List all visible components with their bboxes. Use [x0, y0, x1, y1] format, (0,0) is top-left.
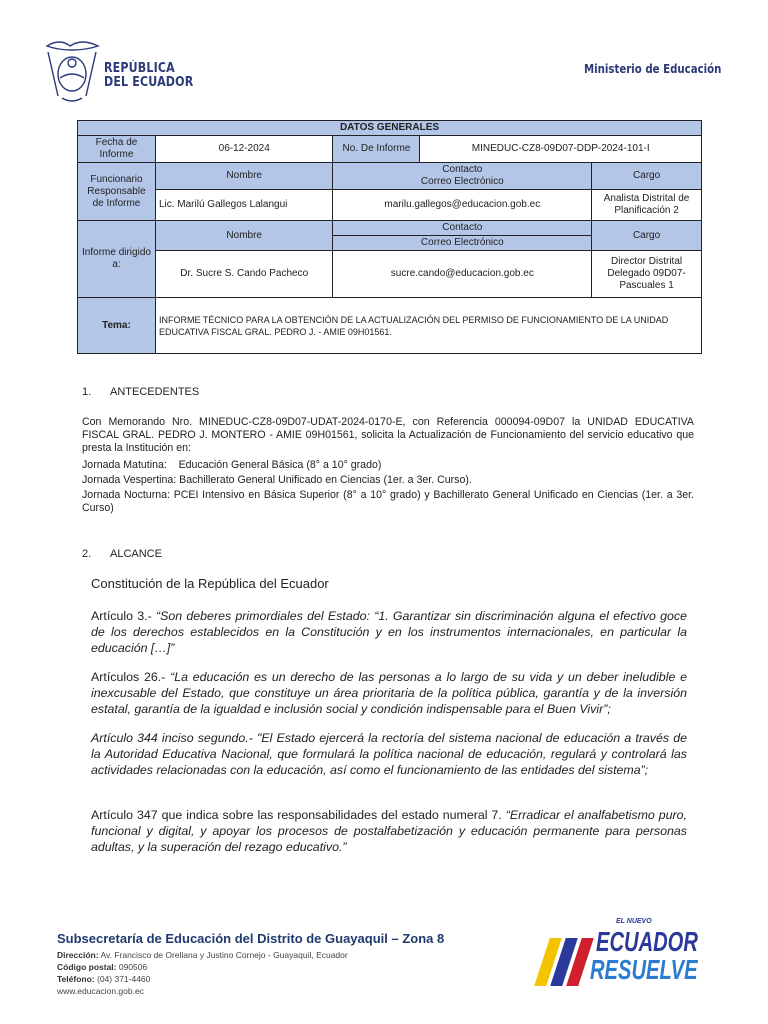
fecha-value: 06-12-2024 [155, 136, 333, 163]
article-3: Artículo 3.- “Son deberes primordiales del Estado: “1. Garantizar sin discriminación alguna el efectivo goce de los derechos establecidos en la Constitución y en los instrumentos internacionales, en particular la educación […]” [91, 609, 687, 655]
dirigido-label: Informe dirigido a: [78, 221, 156, 298]
footer-title: Subsecretaría de Educación del Distrito de Guayaquil – Zona 8 [57, 931, 445, 946]
jornada-vespertina: Jornada Vespertina: Bachillerato General Unificado en Ciencias (1er. a 3er. Curso). [82, 474, 472, 486]
correo-header: Correo Electrónico [333, 236, 592, 251]
general-data-table [77, 120, 702, 354]
article-344: Artículo 344 inciso segundo.- "El Estado ejercerá la rectoría del sistema nacional de educación a través de la Autoridad Educativa Nacional, que formulará la política nacional de educación, regulará y controlará las actividades relacionadas con la educación, así como el funcionamiento de las entidades del sistema”; [91, 731, 687, 777]
no-informe-value: MINEDUC-CZ8-09D07-DDP-2024-101-I [420, 136, 702, 163]
contacto-header: Contacto [333, 221, 592, 236]
section-heading-alcance: 2. ALCANCE [82, 548, 162, 560]
nombre-header: Nombre [155, 221, 333, 251]
fecha-label: Fecha de Informe [78, 136, 156, 163]
section-heading-antecedentes: 1. ANTECEDENTES [82, 386, 200, 398]
dir-nombre: Dr. Sucre S. Cando Pacheco [155, 251, 333, 298]
tema-value: INFORME TÉCNICO PARA LA OBTENCIÓN DE LA ACTUALIZACIÓN DEL PERMISO DE FUNCIONAMIENTO DE LA UNIDAD EDUCATIVA FISCAL GRAL. PEDRO J. - AMIE 09H01561. [155, 298, 701, 354]
no-informe-label: No. De Informe [333, 136, 420, 163]
republic-logo-text: REPÚBLICA DEL ECUADOR [104, 61, 194, 90]
article-26: Artículos 26.- “La educación es un derecho de las personas a lo largo de su vida y un deber ineludible e inexcusable del Estado, que constituye un área prioritaria de la política pública, garantía y de la inversión estatal, garantía de la igualdad e inclusión social y condición indispensable para el Buen Vivir”; [91, 670, 687, 716]
table-title: DATOS GENERALES [78, 121, 702, 136]
contacto-header: Contacto Correo Electrónico [333, 163, 592, 190]
footer-website[interactable]: www.educacion.gob.ec [57, 986, 144, 996]
nombre-header: Nombre [155, 163, 333, 190]
antecedentes-paragraph: Con Memorando Nro. MINEDUC-CZ8-09D07-UDAT-2024-0170-E, con Referencia 000094-09D07 la UNIDAD EDUCATIVA FISCAL GRAL. PEDRO J. MONTERO - AMIE 09H01561, solicita la Actualización de Funcionamiento del servicio educativo que presta la Institución en: [82, 416, 694, 454]
ecuador-resuelve-logo: EL NUEVO ECUADOR RESUELVE [538, 918, 718, 990]
jornada-matutina: Jornada Matutina: Educación General Básica (8° a 10° grado) [82, 459, 382, 471]
func-nombre: Lic. Marilú Gallegos Lalangui [155, 190, 333, 221]
func-cargo: Analista Distrital de Planificación 2 [592, 190, 702, 221]
footer-address: Dirección: Av. Francisco de Orellana y Justino Cornejo - Guayaquil, Ecuador [57, 950, 348, 960]
func-correo: marilu.gallegos@educacion.gob.ec [333, 190, 592, 221]
constitution-subtitle: Constitución de la República del Ecuador [91, 576, 329, 591]
ministry-name: Ministerio de Educación [584, 62, 722, 76]
article-347: Artículo 347 que indica sobre las responsabilidades del estado numeral 7. “Erradicar el analfabetismo puro, funcional y digital, y apoyar los procesos de postalfabetización y educación permanente para personas adultas, y la superación del rezago educativo.” [91, 808, 687, 854]
cargo-header: Cargo [592, 221, 702, 251]
dir-cargo: Director Distrital Delegado 09D07-Pascuales 1 [592, 251, 702, 298]
footer-postal: Código postal: 090506 [57, 962, 148, 972]
funcionario-label: Funcionario Responsable de Informe [78, 163, 156, 221]
coat-of-arms-logo [42, 38, 102, 104]
dir-correo: sucre.cando@educacion.gob.ec [333, 251, 592, 298]
footer-phone: Teléfono: (04) 371-4460 [57, 974, 151, 984]
cargo-header: Cargo [592, 163, 702, 190]
jornada-nocturna: Jornada Nocturna: PCEI Intensivo en Básica Superior (8° a 10° grado) y Bachillerato General Unificado en Ciencias (1er. a 3er. Curso) [82, 489, 694, 514]
tema-label: Tema: [78, 298, 156, 354]
